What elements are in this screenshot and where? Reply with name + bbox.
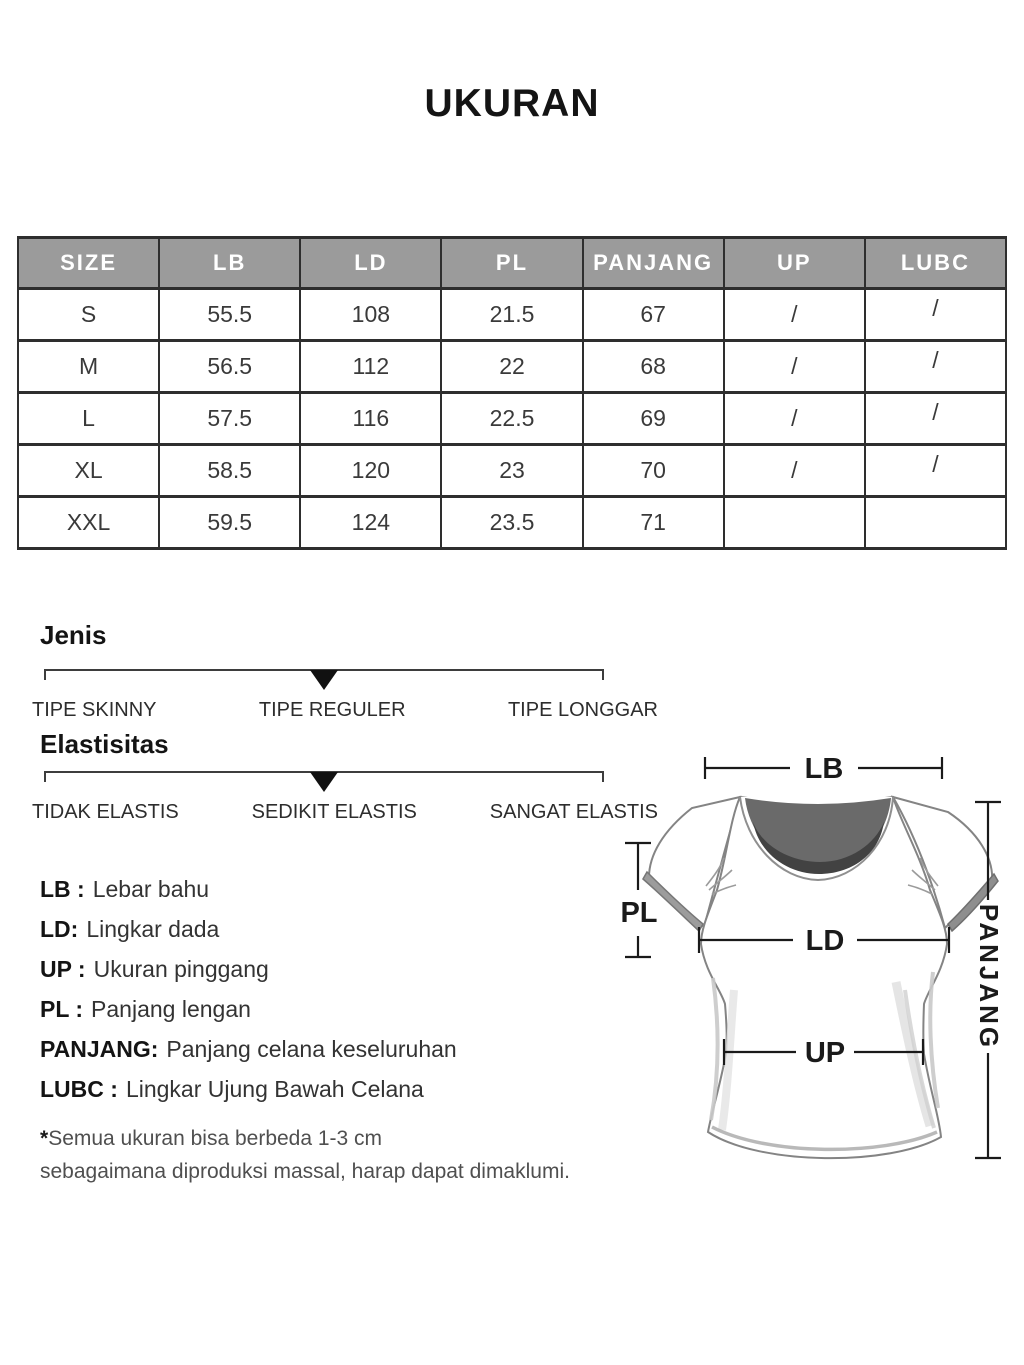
cell-lb: 58.5 — [159, 445, 300, 497]
col-header-up: UP — [724, 238, 865, 289]
legend-item — [40, 909, 457, 949]
table-row — [18, 341, 1006, 393]
col-header-size: SIZE — [18, 238, 159, 289]
elastisitas-heading: Elastisitas — [40, 729, 169, 759]
elastisitas-label-sangat: SANGAT ELASTIS — [489, 801, 658, 823]
legend-item — [40, 949, 457, 989]
legend-value: Lebar bahu — [92, 876, 210, 902]
page-title: UKURAN — [424, 82, 600, 125]
cell-lb: 59.5 — [159, 497, 300, 549]
cell-size: L — [18, 393, 159, 445]
legend-key: LUBC : — [40, 1076, 118, 1102]
col-header-pl: PL — [441, 238, 582, 289]
cell-size: XL — [18, 445, 159, 497]
legend-value: Lingkar Ujung Bawah Celana — [125, 1076, 424, 1102]
legend-value: Panjang lengan — [91, 996, 251, 1022]
size-table-header — [18, 238, 1006, 289]
cell-panjang: 67 — [583, 289, 724, 341]
cell-size: M — [18, 341, 159, 393]
legend-value: Ukuran pinggang — [93, 956, 269, 982]
table-row — [18, 445, 1006, 497]
cell-pl: 22.5 — [441, 393, 582, 445]
cell-up: / — [724, 341, 865, 393]
cell-ld: 112 — [300, 341, 441, 393]
elastisitas-label-sedikit: SEDIKIT ELASTIS — [251, 801, 417, 823]
size-table — [17, 236, 1007, 550]
cell-pl: 21.5 — [441, 289, 582, 341]
table-row — [18, 289, 1006, 341]
legend-value: Panjang celana keseluruhan — [166, 1036, 457, 1062]
legend-item — [40, 989, 457, 1029]
panjang-label: PANJANG — [974, 903, 1004, 1051]
legend-key: PANJANG: — [40, 1036, 159, 1062]
table-row — [18, 497, 1006, 549]
measurement-legend — [40, 869, 457, 1109]
size-table-body — [18, 289, 1006, 549]
cell-pl: 23.5 — [441, 497, 582, 549]
up-label: UP — [804, 1037, 846, 1069]
cell-lb: 56.5 — [159, 341, 300, 393]
cell-lb: 57.5 — [159, 393, 300, 445]
tshirt-illustration — [643, 797, 998, 1158]
cell-panjang: 71 — [583, 497, 724, 549]
elastisitas-slider-pointer-icon — [310, 772, 338, 792]
jenis-slider-pointer-icon — [310, 670, 338, 690]
footnote-line2: sebagaimana diproduksi massal, harap dapat dimaklumi. — [40, 1160, 570, 1183]
cell-panjang: 70 — [583, 445, 724, 497]
cell-ld: 108 — [300, 289, 441, 341]
cell-lubc — [865, 497, 1006, 549]
jenis-track-right-tick — [602, 669, 604, 680]
legend-item — [40, 869, 457, 909]
jenis-slider-track — [44, 669, 604, 671]
elastisitas-slider-labels — [32, 801, 658, 824]
cell-up — [724, 497, 865, 549]
legend-key: LB : — [40, 876, 85, 902]
cell-lb: 55.5 — [159, 289, 300, 341]
legend-key: PL : — [40, 996, 84, 1022]
cell-size: XXL — [18, 497, 159, 549]
table-header-row — [18, 238, 1006, 289]
cell-up: / — [724, 289, 865, 341]
col-header-lubc: LUBC — [865, 238, 1006, 289]
cell-ld: 124 — [300, 497, 441, 549]
jenis-label-longgar: TIPE LONGGAR — [507, 699, 658, 721]
cell-lubc: / — [865, 289, 1006, 341]
cell-ld: 120 — [300, 445, 441, 497]
cell-pl: 22 — [441, 341, 582, 393]
jenis-label-skinny: TIPE SKINNY — [32, 699, 157, 721]
table-row — [18, 393, 1006, 445]
col-header-ld: LD — [300, 238, 441, 289]
legend-item — [40, 1029, 457, 1069]
col-header-panjang: PANJANG — [583, 238, 724, 289]
elastisitas-label-tidak: TIDAK ELASTIS — [32, 801, 179, 823]
pl-label: PL — [620, 897, 658, 929]
cell-panjang: 68 — [583, 341, 724, 393]
jenis-label-reguler: TIPE REGULER — [258, 699, 406, 721]
ld-label: LD — [805, 925, 845, 957]
tshirt-measurement-diagram — [600, 740, 1024, 1180]
footnote-line1: Semua ukuran bisa berbeda 1-3 cm — [48, 1127, 383, 1150]
cell-size: S — [18, 289, 159, 341]
jenis-track-left-tick — [44, 669, 46, 680]
cell-lubc: / — [865, 341, 1006, 393]
footnote-asterisk: * — [40, 1127, 49, 1150]
elastisitas-track-left-tick — [44, 771, 46, 782]
legend-key: UP : — [40, 956, 86, 982]
cell-pl: 23 — [441, 445, 582, 497]
legend-value: Lingkar dada — [86, 916, 220, 942]
cell-up: / — [724, 393, 865, 445]
cell-lubc: / — [865, 393, 1006, 445]
cell-ld: 116 — [300, 393, 441, 445]
cell-panjang: 69 — [583, 393, 724, 445]
legend-item — [40, 1069, 457, 1109]
cell-up: / — [724, 445, 865, 497]
jenis-slider-labels — [32, 699, 658, 722]
jenis-heading: Jenis — [40, 620, 107, 650]
legend-key: LD: — [40, 916, 79, 942]
col-header-lb: LB — [159, 238, 300, 289]
lb-label: LB — [804, 753, 844, 785]
elastisitas-slider-track — [44, 771, 604, 773]
cell-lubc: / — [865, 445, 1006, 497]
disclaimer-note — [40, 1122, 570, 1188]
